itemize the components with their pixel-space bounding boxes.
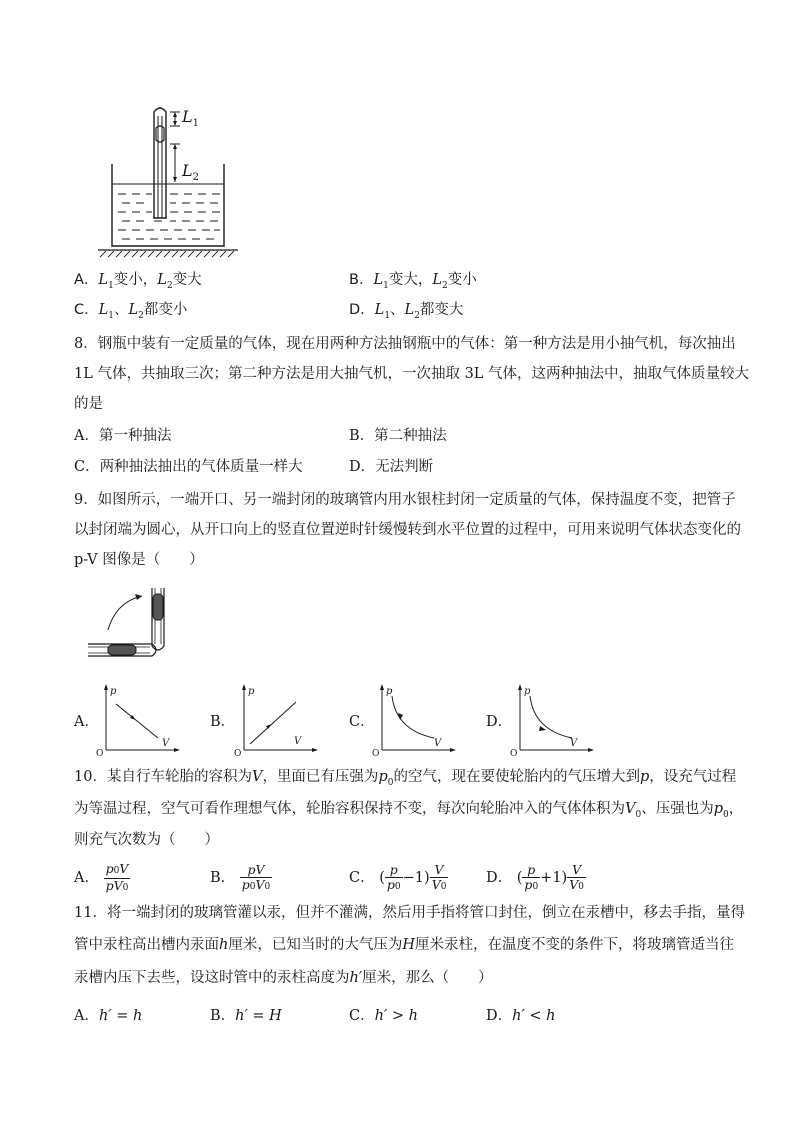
q10-option-d-fraction-2: $\frac{V}{V0}$ — [569, 861, 584, 892]
q10-option-c-fraction-2: $\frac{V}{V0}$ — [431, 861, 447, 892]
q8-stem-line-1: 8．钢瓶中装有一定质量的气体，现在用两种方法抽钢瓶中的气体：第一种方法是用小抽气机，每次抽出 — [74, 336, 736, 352]
q10-stem-line-2: 为等温过程，空气可看作理想气体，轮胎容积保持不变，每次向轮胎冲入的气体体积为$V_0$、压强也为$p_0$， — [74, 801, 744, 820]
q11-stem-line-1: 11．将一端封闭的玻璃管灌以汞，但并不灌满，然后用手指将管口封住，倒立在汞槽中，移去手指，量得 — [74, 905, 745, 921]
q11-stem-line-2: 管中汞柱高出槽内汞面h厘米，已知当时的大气压为H厘米汞柱，在温度不变的条件下，将玻璃管适当往 — [74, 937, 734, 953]
q9-graph-c-v-label: V — [434, 738, 442, 749]
q9-graph-c-p-label: p — [386, 686, 393, 697]
q10-option-a-fraction: $\frac{p0V}{pV0}$ — [105, 860, 129, 893]
q8-option-d: D．无法判断 — [349, 459, 434, 475]
q9-graph-b-origin: O — [234, 749, 242, 756]
q8-stem-line-2: 1L 气体，共抽取三次；第二种方法是用大抽气机，一次抽取 3L 气体，这两种抽法中，抽取气体质量较大 — [74, 366, 750, 382]
q7-option-a: A．$L_1$变小，$L_2$变大 — [74, 272, 202, 291]
q10-stem-line-3: 则充气次数为（ ） — [74, 832, 219, 848]
q11-option-c: C．h′ > h — [349, 1008, 418, 1024]
q9-graph-a-p-label: p — [110, 686, 117, 697]
q9-graph-c — [370, 680, 460, 756]
q9-stem-line-1: 9．如图所示，一端开口、另一端封闭的玻璃管内用水银柱封闭一定质量的气体，保持温度不变，把管子 — [74, 492, 736, 508]
q10-option-c-fraction-1: $\frac{p}{p0}$ — [386, 861, 401, 892]
q9-graph-a-origin: O — [96, 749, 104, 756]
q8-stem-line-3: 的是 — [74, 396, 103, 412]
q8-option-b: B．第二种抽法 — [349, 428, 447, 444]
q10-option-b: B． $\frac{pV}{p0V0}$ — [210, 861, 271, 892]
q9-graph-d-p-label: p — [524, 686, 531, 697]
q9-graph-d-origin: O — [510, 749, 518, 756]
q9-graph-b-p-label: p — [248, 686, 255, 697]
q7-option-c: C．$L_1$、$L_2$都变小 — [74, 302, 188, 321]
q9-graph-a-v-label: V — [162, 738, 170, 749]
q7-option-d: D．$L_1$、$L_2$都变大 — [349, 302, 464, 321]
q10-stem-line-1: 10．某自行车轮胎的容积为V，里面已有压强为$p_0$的空气，现在要使轮胎内的气压增大到p，设充气过程 — [74, 769, 737, 788]
q9-rotating-tube-figure — [86, 584, 176, 660]
q10-option-d-fraction-1: $\frac{p}{p0}$ — [524, 861, 539, 892]
q7-tube-figure — [96, 100, 246, 258]
q11-stem-line-3: 汞槽内压下去些，设这时管中的汞柱高度为h′厘米，那么（ ） — [74, 970, 493, 986]
q9-option-c-label: C． — [349, 714, 375, 730]
q9-option-b-label: B． — [210, 714, 236, 730]
q9-option-a-label: A． — [74, 714, 99, 730]
q7-option-b: B．$L_1$变大，$L_2$变小 — [349, 272, 477, 291]
q9-graph-b-v-label: V — [294, 736, 302, 747]
q7-label-L1: $L_1$ — [182, 107, 199, 129]
q10-option-b-fraction: $\frac{pV}{p0V0}$ — [241, 861, 271, 892]
q9-stem-line-2: 以封闭端为圆心，从开口向上的竖直位置逆时针缓慢转到水平位置的过程中，可用来说明气体状态变化的 — [74, 522, 741, 538]
q9-option-d-label: D． — [486, 714, 513, 730]
q10-option-a: A． $\frac{p0V}{pV0}$ — [74, 860, 129, 893]
q11-option-d: D．h′ < h — [486, 1008, 556, 1024]
q9-graph-d-v-label: V — [570, 738, 578, 749]
q7-label-L2: $L_2$ — [182, 161, 199, 183]
q11-option-b: B．h′ = H — [210, 1008, 282, 1024]
q10-option-d: D． ( $\frac{p}{p0}$ +1) $\frac{V}{V0}$ — [486, 861, 584, 892]
q9-graph-c-origin: O — [372, 749, 380, 756]
q10-option-c: C． ( $\frac{p}{p0}$ −1) $\frac{V}{V0}$ — [349, 861, 447, 892]
q9-graph-d — [508, 680, 598, 756]
q9-graph-b — [232, 680, 322, 756]
q8-option-c: C．两种抽法抽出的气体质量一样大 — [74, 459, 303, 475]
q8-option-a: A．第一种抽法 — [74, 428, 172, 444]
q11-option-a: A．h′ = h — [74, 1008, 143, 1024]
q9-graph-a — [94, 680, 184, 756]
q9-stem-line-3: p-V 图像是（ ） — [74, 552, 204, 568]
